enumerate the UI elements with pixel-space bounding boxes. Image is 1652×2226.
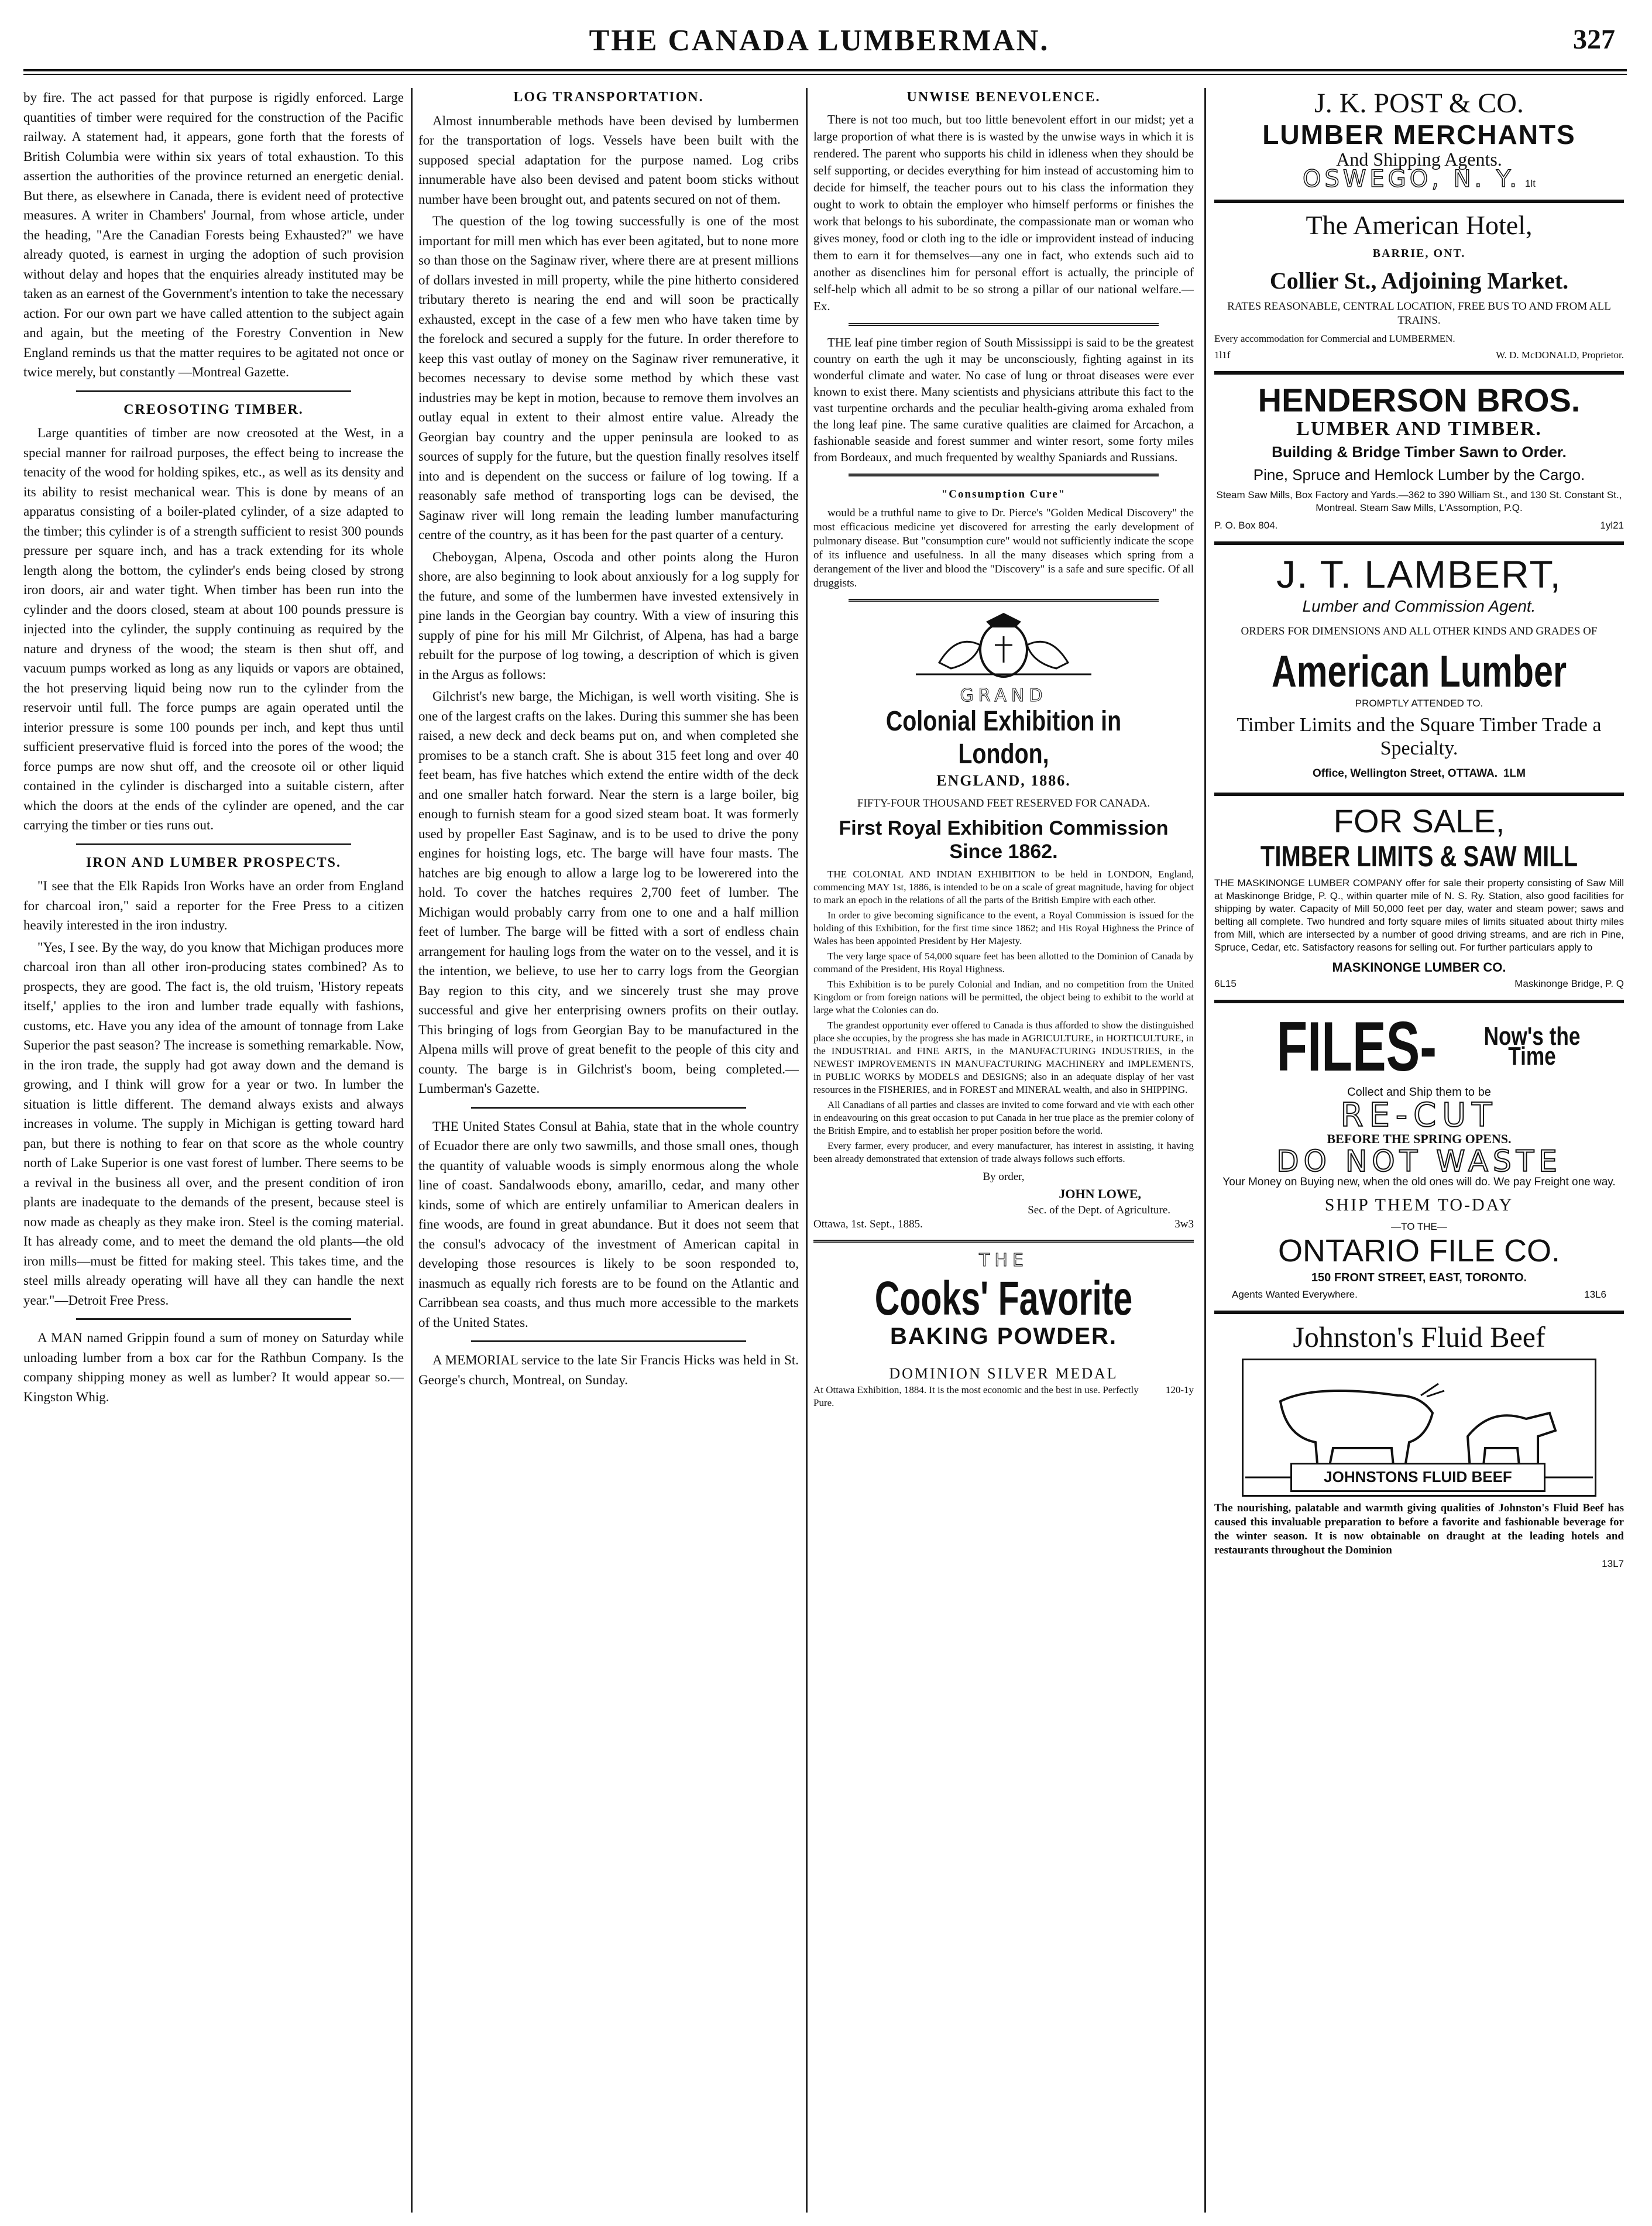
cooks-footer: At Ottawa Exhibition, 1884. It is the most economic and the best in use. Perfectly Pure. <box>813 1384 1139 1408</box>
column-4 <box>1214 88 1624 2207</box>
ad-address: 150 FRONT STREET, EAST, TORONTO. <box>1311 1271 1527 1284</box>
ad-footer <box>1214 519 1624 532</box>
article-text: "I see that the Elk Rapids Iron Works have an order from England for charcoal iron," said a reporter for the Free Press to a citizen heavily interested in the iron industry. <box>23 879 404 932</box>
masthead-title: THE CANADA LUMBERMAN. <box>589 24 1050 57</box>
divider <box>849 323 1159 326</box>
ad-footer <box>1214 1288 1624 1301</box>
ad-office: Office, Wellington Street, OTTAWA. <box>1313 767 1498 780</box>
henderson-ad <box>1214 375 1624 545</box>
ad-headline: American Lumber <box>1271 646 1567 697</box>
files-ad <box>1214 1003 1624 1314</box>
ad-grand: GRAND <box>960 685 1047 706</box>
divider <box>471 1107 746 1109</box>
exhibition-ad <box>813 610 1194 1232</box>
ad-sub: And Shipping Agents. <box>1336 149 1502 170</box>
ad-footer <box>813 1217 1194 1232</box>
ad-footer <box>813 1384 1194 1409</box>
divider <box>849 599 1159 602</box>
ad-code: 13L7 <box>1602 1558 1624 1569</box>
ad-text: Steam Saw Mills, Box Factory and Yards.—362 to 390 William St., and 130 St. Constant St., Montreal. Steam Saw Mills, L'Assomption, P.Q. <box>1216 489 1622 513</box>
ad-code: 1LM <box>1503 767 1526 780</box>
ad-city: OSWEGO, N. Y. <box>1303 165 1521 193</box>
divider <box>76 390 351 392</box>
ad-code: 6L15 <box>1214 977 1237 989</box>
ad-text: In order to give becoming significance to the event, a Royal Commission is issued for the holding of this Exhibition, for the first time since 1862; and His Royal Highness the Prince of Wales has been appointed President by Her Majesty. <box>813 909 1194 946</box>
article-heading: UNWISE BENEVOLENCE. <box>906 90 1101 105</box>
ad-code: 1l1f <box>1214 349 1231 361</box>
ad-recut: RE-CUT <box>1340 1096 1498 1134</box>
ad-waste: DO NOT WASTE <box>1276 1144 1562 1178</box>
ad-sub: Building & Bridge Timber Sawn to Order. <box>1272 443 1567 461</box>
ad-text: FIFTY-FOUR THOUSAND FEET RESERVED FOR CANADA. <box>857 797 1150 810</box>
header-rule-thin <box>23 74 1627 75</box>
article-heading: IRON AND LUMBER PROSPECTS. <box>85 855 342 870</box>
ad-headline: FILES- <box>1276 1007 1437 1086</box>
ad-text: This Exhibition is to be purely Colonial and Indian, and no competition from the United Kingdom or from foreign nations will be permitted, the object being to exhibit to the world at large what the Colonies can do. <box>813 978 1194 1016</box>
column-3 <box>813 88 1194 2207</box>
ad-text: The grandest opportunity ever offered to Canada is thus afforded to show the distinguished place she occupies, by the progress she has made in AGRICULTURE, in HORTICULTURE, in the INDUSTRIAL and FINE ARTS, in the MANUFACTURING INDUSTRIES, in the NEWEST IMPROVEMENTS IN MANUFACTURING MACHINERY and IMPLEMENTS, in PUBLIC WORKS by MODELS and DESIGNS; also in an adequate display of her vast resources in the FISHERIES, and in FOREST and MINERAL wealth, and also in SHIPPING. <box>813 1019 1194 1095</box>
ad-place: Maskinonge Bridge, P. Q <box>1514 977 1624 989</box>
ad-ship: SHIP THEM TO-DAY <box>1324 1195 1514 1215</box>
ad-line: LUMBER MERCHANTS <box>1262 119 1576 150</box>
lambert-ad <box>1214 545 1624 796</box>
ad-text: —TO THE— <box>1391 1221 1447 1232</box>
page-header <box>23 23 1615 64</box>
ad-subtitle: ENGLAND, 1886. <box>936 772 1071 789</box>
ad-code: 1yl21 <box>1600 520 1624 531</box>
cooks-ad <box>813 1251 1194 1409</box>
ad-name: HENDERSON BROS. <box>1258 382 1581 419</box>
ad-text: would be a truthful name to give to Dr. Pierce's "Golden Medical Discovery" the most efficacious medicine yet discovered for arresting the early development of pulmonary disease. But "consumption cure" would not sufficiently indicate the scope of its influence and usefulness. In all the many diseases which spring from a derangement of the liver and blood the "Discovery" is a safe and sure specific. Of all druggists. <box>813 507 1194 589</box>
ad-text: Your Money on Buying new, when the old ones will do. We pay Freight one way. <box>1222 1175 1616 1188</box>
column-1 <box>23 88 404 2207</box>
beef-ad <box>1214 1314 1624 1570</box>
column-divider <box>1204 88 1206 2213</box>
ad-code: 3w3 <box>1174 1218 1194 1230</box>
article-text: A MAN named Grippin found a sum of money on Saturday while unloading lumber from a box car for the Rathbun Company. Is the company shipping money as well as lumber? It would appear so.—Kingston Whig. <box>23 1330 404 1404</box>
ad-text: The very large space of 54,000 square feet has been allotted to the Dominion of Canada by command of the President, His Royal Highness. <box>813 950 1194 975</box>
divider <box>471 1340 746 1342</box>
article-text: "Yes, I see. By the way, do you know that Michigan produces more charcoal iron than all other iron-producing states combined? As to prospects, they are good. The fact is, the old truism, 'History repeats itself,' applies to the iron and lumber trade equally with fashions, customs, etc. Have you any idea of the amount of tonnage from Lake Superior the past season? The increase is something remarkable. Now, in the iron trade, the supply had got away down and the demand is growing, and I think will grow for a year or two. In lumber the situation is little different. The demand always exists and always increases in volume. The supply in Michigan is getting toward hard pan, but there is nothing to fear on that score as the whole country north of Lake Superior is one vast forest of lumber. There seems to be a revival in the business all over, and the present condition of iron plants are inadequate to the demands of the present, because steel is now made as cheaply as they make iron. Steel is the coming material. It has already come, and to meet the demand the old plants—the old iron mills—must be fitted for making steel. This takes time, and the steel mills already operating will have all they can handle the next year."—Detroit Free Press. <box>23 939 404 1308</box>
ad-text: BEFORE THE SPRING OPENS. <box>1327 1131 1512 1146</box>
post-ad <box>1214 88 1624 203</box>
article-heading: CREOSOTING TIMBER. <box>123 402 304 417</box>
divider <box>76 1318 351 1320</box>
divider <box>849 474 1159 476</box>
ad-company: MASKINONGE LUMBER CO. <box>1332 960 1506 975</box>
article-heading: LOG TRANSPORTATION. <box>513 90 704 105</box>
ad-city: BARRIE, ONT. <box>1372 246 1466 260</box>
divider <box>813 1240 1194 1243</box>
article-text: THE leaf pine timber region of South Mississippi is said to be the greatest country on earth the ugh it may be unconsciously, fighting against in its wonderful climate and water. No case of lung or throat diseases were ever known to exist there. Many scientists and physicians attribute this fact to the vast turpentine orchards and the peculiar health-giving aroma exhaled from the long leaf pine. The same curative qualities are claimed for Arcachon, a fashionable seaside and forest summer and winter resort, some forty miles from Bordeaux, and much frequented by wealthy Spaniards and Russians. <box>813 335 1194 464</box>
ad-footer <box>1214 349 1624 362</box>
ad-name: Johnston's Fluid Beef <box>1293 1320 1545 1353</box>
ad-heading: "Consumption Cure" <box>941 488 1066 500</box>
article-text: Almost innumberable methods have been devised by lumbermen for the transportation of logs. Vessels have been built with the supposed special adaptation for the purpose named. Log cribs innumerable have also been devised and patent boom sticks without number have been brought out, and patents secured on not of them. <box>418 113 799 207</box>
ad-agents: Agents Wanted Everywhere. <box>1232 1288 1358 1300</box>
article-text: Cheboygan, Alpena, Oscoda and other points along the Huron shore, are also beginning to look about anxiously for a log supply for the future, and some of the lumbermen have invested extensively in pine lands in the Georgian bay country. With a view of insuring this supply of pine for his mill Mr Gilchrist, of Alpena, has had a barge rebuilt for the purpose of log towing, a description of which is given in the Argus as follows: <box>418 549 799 682</box>
ad-city-row <box>1214 165 1624 193</box>
cooks-medal: DOMINION SILVER MEDAL <box>889 1365 1118 1382</box>
article-text: The question of the log towing successfully is one of the most important for mill men which has ever been agitated, but to none more so than those on the Saginaw river, where there are at present millions of dollars invested in mill property, while the pine hitherto considered tributary thereto is nearing the end and will soon be practically exhausted, except in the case of a few men who have taken time by the forelock and secured a supply for the future. In order therefore to keep this vast outlay of money on the Saginaw river remunerative, it becomes necessary to devise some method by which these vast industries may be kept in motion, because to remove them involves an outlay equal in extent to their almost entire value. Already the Georgian bay country and the upper peninsula are looked to as sources of supply for the future, but the question finally resolves itself into and is dependent on the success or failure of log towing. If a reasonably safe method of transporting logs can be devised, the Saginaw river will long remain the leading lumber manufacturing centre of the country, as it has been for the past quarter of a century. <box>418 214 799 542</box>
ad-text: Every accommodation for Commercial and LUMBERMEN. <box>1214 333 1455 344</box>
beef-illustration <box>1242 1359 1596 1497</box>
article-text: Gilchrist's new barge, the Michigan, is well worth visiting. She is one of the largest crafts on the lakes. During this summer she has been raised, a new deck and deck beams put on, and when completed she promises to be a stanch craft. She is about 315 feet long and over 40 feet beam, has five hatches which extend the entire width of the deck and one smaller hatch forward. Near the stern is a large boiler, big enough to furnish steam for a good sized steam boat. It was formerly used by propeller East Saginaw, and is to be used to drive the pony engines for hoisting logs, etc. The barge will have four masts. The hatches are big enough to allow a large log to be lowerered into the hold. To cover the hatches requires 2,700 feet of lumber. The Michigan would probably carry from one to one and a half million feet of lumber. The barge will be fitted with a sort of endless chain arrangement for hauling logs from the water on to the vessel, and it is the intention, we believe, to use her to carry logs from the Georgian Bay region to this city, and we sincerely trust she may prove successful and give her enterprising owners profits on their outlay. This bringing of logs from Georgian Bay to be manufactured in the Alpena mills will prove of great benefit to the people of this city and county. The barge is in Gilchrist's boom, being completed.—Lumberman's Gazette. <box>418 689 799 1096</box>
ad-footer <box>1214 977 1624 990</box>
ad-text: RATES REASONABLE, CENTRAL LOCATION, FREE BUS TO AND FROM ALL TRAINS. <box>1227 300 1611 327</box>
ad-line: LUMBER AND TIMBER. <box>1296 418 1542 440</box>
article-text: Large quantities of timber are now creosoted at the West, in a special manner for railroad purposes, the effect being to increase the tenacity of the wood for holding spikes, etc., as well as its density and its ability to resist mechanical wear. This is done by means of an apparatus consisting of a boiler-plated cylinder, of a size adapted to the timber; this cylinder is of a strength sufficient to resist 300 pounds pressure per square inch, and has a track extending for its whole length along the bottom, the cylinder's ends being closed by strong iron doors, air and water tight. When timber has been run into the cylinder and the doors closed, steam at about 100 pounds pressure is injected into the cylinder, the supply continuing as required by the nature and dryness of the wood; the steam is then shut off, and vacuum pumps worked as long as any liquids or vapors are obtained, the hot preserving liquid being now run to the cylinder from the reservoir until full. The force pumps are again operated until the interior pressure is some 100 pounds per inch, and kept thus until sufficient preservative fluid is forced into the pores of the wood; the force pumps are now shut off, and the creosote oil or other liquid contained in the cylinder is discharged into a suitable cistern, after which the doors at the ends of the cylinder are opened, and the car carrying the timber or ties runs out. <box>23 426 404 832</box>
ad-street: Collier St., Adjoining Market. <box>1269 267 1569 294</box>
ad-text: THE COLONIAL AND INDIAN EXHIBITION to be held in LONDON, England, commencing MAY 1st, 1886, is intended to be on a scale of great magnitude, having for object to mark an epoch in the relations of all the parts of the British Empire with each other. <box>813 868 1194 906</box>
article-text: A MEMORIAL service to the late Sir Francis Hicks was held in St. George's church, Montreal, on Sunday. <box>418 1353 799 1387</box>
ad-text: PROMPTLY ATTENDED TO. <box>1355 697 1483 709</box>
article-text: There is not too much, but too little benevolent effort in our midst; yet a large proportion of what there is is wasted by the unwise ways in which it is rendered. The parent who supports his child in idleness when they should be self supporting, or decides everything for him instead of accustoming him to decide for himself, the teacher pours out to his class the information they ought to work to obtain the employer who himself performs or finishes the work that belongs to his subordinate, the compassionate man or woman who gives money, food or cloth ing to the idle or improvident instead of inducing them to earn it for themselves—any one in fact, who extends such aid to another as disenclines him for personal effort is actually, the principle of self-help which all admit to be so strong a pillar of our national welfare.—Ex. <box>813 112 1194 313</box>
ad-sub: Lumber and Commission Agent. <box>1302 597 1536 615</box>
ad-text: ORDERS FOR DIMENSIONS AND ALL OTHER KINDS AND GRADES OF <box>1241 625 1598 637</box>
ad-headline-row <box>1214 1007 1624 1086</box>
ad-box: P. O. Box 804. <box>1214 520 1278 531</box>
ad-code: 13L6 <box>1584 1288 1606 1300</box>
ad-name: The American Hotel, <box>1306 210 1533 240</box>
ad-name: J. K. POST & CO. <box>1314 88 1524 119</box>
ad-sub: TIMBER LIMITS & SAW MILL <box>1260 840 1578 873</box>
ad-date: Ottawa, 1st. Sept., 1885. <box>813 1218 923 1230</box>
divider <box>76 843 351 845</box>
ad-text: Collect and Ship them to be <box>1347 1085 1491 1099</box>
ad-text: Timber Limits and the Square Timber Trade a Specialty. <box>1237 714 1602 759</box>
ad-name: J. T. LAMBERT, <box>1276 553 1562 596</box>
ad-name: FOR SALE, <box>1333 802 1505 839</box>
cooks-subtitle: BAKING POWDER. <box>890 1323 1117 1349</box>
hotel-ad <box>1214 203 1624 375</box>
ad-code: 120-1y <box>1165 1384 1194 1395</box>
sale-ad <box>1214 796 1624 1003</box>
ad-prop: W. D. McDONALD, Proprietor. <box>1496 349 1624 361</box>
header-rule <box>23 69 1627 71</box>
ad-footer <box>1214 764 1624 784</box>
ad-text: Every farmer, every producer, and every manufacturer, has interest in assisting, it having been already demonstrated that extension of trade always follows such efforts. <box>813 1140 1194 1164</box>
ad-code: 1lt <box>1525 177 1536 189</box>
column-2 <box>418 88 799 2207</box>
ad-company: ONTARIO FILE CO. <box>1277 1233 1561 1268</box>
ad-signature: JOHN LOWE, <box>1059 1186 1141 1201</box>
article-text: THE United States Consul at Bahia, state that in the whole country of Ecuador there are only two sawmills, and those small ones, though the quantity of valuable woods is simply enormous along the whole line of coast. Sandalwoods ebony, amarillo, cedar, and many other kinds, some of which are entirely unfamiliar to American dealers in fine woods, are found in great abundance. But it does not seem that the consul's advocacy of the investment of American capital in developing those resources is likely to be soon responded to, inasmuch as equally rich forests are to be found on the Atlantic and Carribbean sea coasts, and thus much more accessible to the markets of the United States. <box>418 1119 799 1330</box>
cooks-title: Cooks' Favorite <box>874 1271 1133 1325</box>
ad-sub: Now's the Time <box>1483 1022 1581 1071</box>
beef-label: JOHNSTONS FLUID BEEF <box>1290 1463 1545 1492</box>
column-divider <box>411 88 413 2213</box>
column-divider <box>806 88 808 2213</box>
ad-body <box>813 868 1194 1165</box>
ad-sec: Sec. of the Dept. of Agriculture. <box>1028 1204 1170 1216</box>
ad-the: THE <box>979 1250 1028 1271</box>
ad-text: All Canadians of all parties and classes are invited to come forward and vie with each other in endeavouring on this great occasion to put Canada in her true place as the premier colony of the British Empire, and to establish her proper position before the world. <box>813 1099 1194 1136</box>
ad-heading: First Royal Exhibition Commission Since 1862. <box>839 817 1169 863</box>
ad-text: Pine, Spruce and Hemlock Lumber by the Cargo. <box>1253 466 1585 483</box>
royal-coat-of-arms-icon <box>904 610 1103 680</box>
ad-text: THE MASKINONGE LUMBER COMPANY offer for sale their property consisting of Saw Mill at Maskinonge Bridge, P. Q., within quarter mile of N. S. Ry. Station, also good facilities for shipping by water. Capacity of Mill 50,000 feet per day, water and steam power; saws and belting all complete. Two hundred and forty square miles of limits situated about thirty miles from Mill, which are intersected by a number of good driving streams, and are rich in Pine, Spruce, Cedar, etc. Satisfactory reasons for selling out. For further particulars apply to <box>1214 877 1624 953</box>
ad-order: By order, <box>983 1170 1025 1183</box>
ad-title: Colonial Exhibition in London, <box>885 706 1122 770</box>
page-number: 327 <box>1573 24 1615 55</box>
article-text: by fire. The act passed for that purpose is rigidly enforced. Large quantities of timber were required for the construction of the Pacific railway. A statement had, it appears, gone forth that the forests of British Columbia were within six years of total exhaustion. To this assertion the authorities of the province returned an energetic denial. But there, as elsewhere in Canada, there is evident need of protective measures. A writer in Chambers' Journal, from whose article, under the heading, "Are the Canadian Forests being Exhausted?" we have already quoted, is earnest in urging the adoption of such provision without delay and hopes that the enquiries already instituted may be taken as an earnest of the Government's intention to take the necessary action. For our own part we have called attention to the subject again and again, but the meeting of the Forestry Convention in New England reminds us that the matter requires to be agitated not once or twice merely, but constantly —Montreal Gazette. <box>23 90 404 379</box>
ad-text: The nourishing, palatable and warmth giving qualities of Johnston's Fluid Beef has caused this invaluable preparation to before a favorite and fashionable beverage for the winter season. It is now obtainable on draught at the leading hotels and restaurants throughout the Dominion <box>1214 1501 1624 1556</box>
